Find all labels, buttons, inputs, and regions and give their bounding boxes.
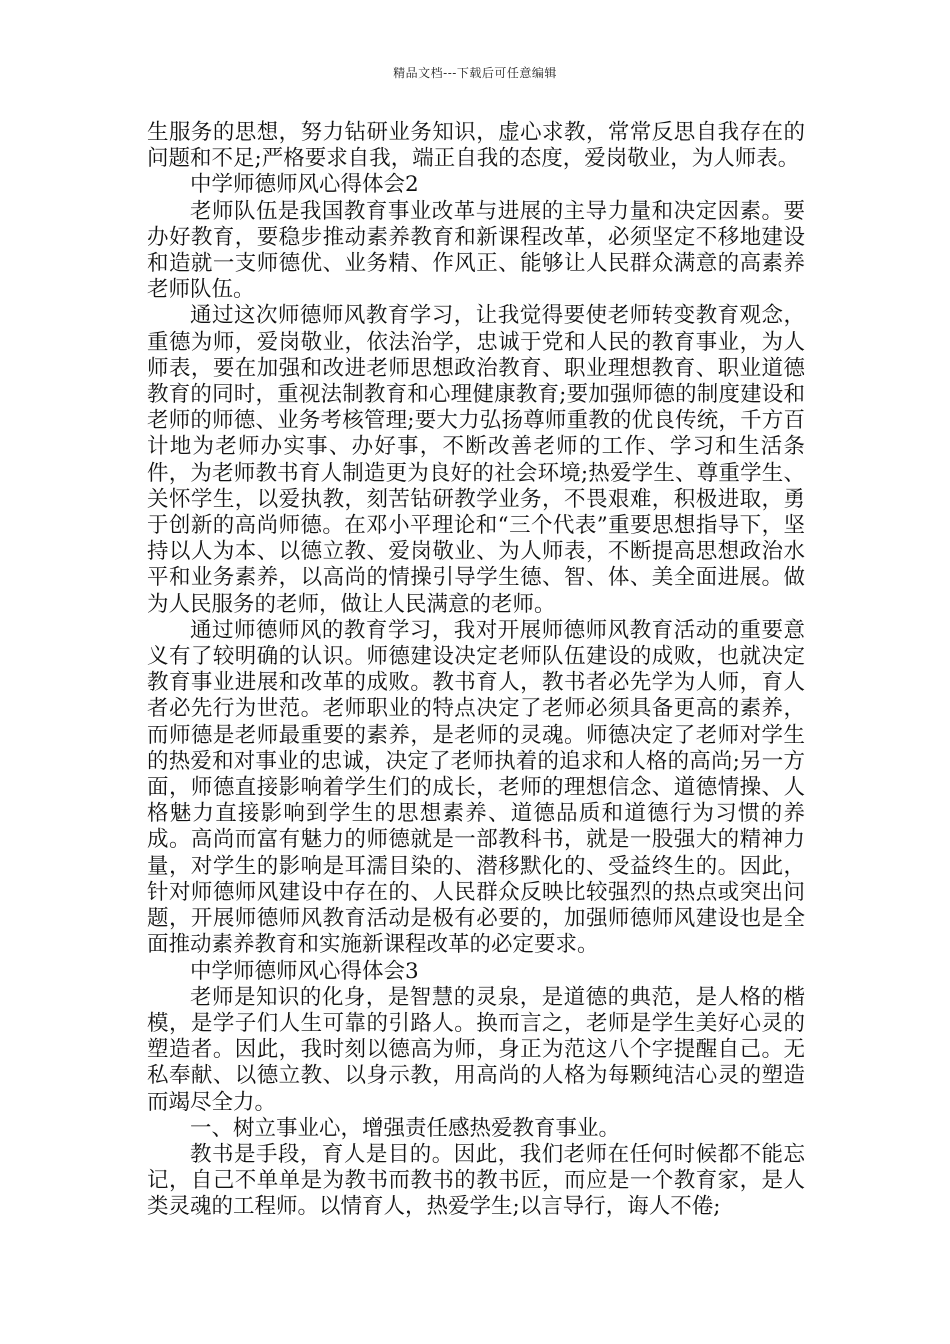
paragraph: 通过这次师德师风教育学习，让我觉得要使老师转变教育观念，重德为师，爱岗敬业，依法治学，忠诚于党和人民的教育事业，为人师表，要在加强和改进老师思想政治教育、职业理想教育、职业道德教育的同时，重视法制教育和心理健康教育;要加强师德的制度建设和老师的师德、业务考核管理;要大力弘扬尊师重教的优良传统，千方百计地为老师办实事、办好事，不断改善老师的工作、学习和生活条件，为老师教书育人制造更为良好的社会环境;热爱学生、尊重学生、关怀学生，以爱执教，刻苦钻研教学业务，不畏艰难，积极进取，勇于创新的高尚师德。在邓小平理论和“三个代表”重要思想指导下，坚持以人为本、以德立教、爱岗敬业、为人师表，不断提高思想政治水平和业务素养，以高尚的情操引导学生德、智、体、美全面进展。做为人民服务的老师，做让人民满意的老师。 — [147, 303, 805, 617]
section-heading-3: 中学师德师风心得体会3 — [190, 958, 419, 984]
paragraph: 通过师德师风的教育学习，我对开展师德师风教育活动的重要意义有了较明确的认识。师德建设决定老师队伍建设的成败，也就决定教育事业进展和改革的成败。教书育人，教书者必先学为人师，育人者必先行为世范。老师职业的特点决定了老师必须具备更高的素养，而师德是老师最重要的素养，是老师的灵魂。师德决定了老师对学生的热爱和对事业的忠诚，决定了老师执着的追求和人格的高尚;另一方面，师德直接影响着学生们的成长，老师的理想信念、道德情操、人格魅力直接影响到学生的思想素养、道德品质和道德行为习惯的养成。高尚而富有魅力的师德就是一部教科书，就是一股强大的精神力量，对学生的影响是耳濡目染的、潜移默化的、受益终生的。因此，针对师德师风建设中存在的、人民群众反映比较强烈的热点或突出问题，开展师德师风教育活动是极有必要的，加强师德师风建设也是全面推动素养教育和实施新课程改革的必定要求。 — [147, 617, 805, 958]
subsection-heading: 一、树立事业心，增强责任感热爱教育事业。 — [190, 1115, 621, 1141]
page-header: 精品文档---下载后可任意编辑 — [393, 66, 557, 80]
paragraph: 老师队伍是我国教育事业改革与进展的主导力量和决定因素。要办好教育，要稳步推动素养教育和新课程改革，必须坚定不移地建设和造就一支师德优、业务精、作风正、能够让人民群众满意的高素养老师队伍。 — [147, 198, 805, 303]
paragraph-continuation: 生服务的思想，努力钻研业务知识，虚心求教，常常反思自我存在的问题和不足;严格要求自我，端正自我的态度，爱岗敬业，为人师表。 — [147, 120, 805, 172]
section-heading-2: 中学师德师风心得体会2 — [190, 172, 419, 198]
paragraph: 老师是知识的化身，是智慧的灵泉，是道德的典范，是人格的楷模，是学子们人生可靠的引路人。换而言之，老师是学生美好心灵的塑造者。因此，我时刻以德高为师，身正为范这八个字提醒自己。无私奉献、以德立教、以身示教，用高尚的人格为每颗纯洁心灵的塑造而竭尽全力。 — [147, 984, 805, 1115]
paragraph: 教书是手段，育人是目的。因此，我们老师在任何时候都不能忘记，自己不单单是为教书而教书的教书匠，而应是一个教育家，是人类灵魂的工程师。以情育人，热爱学生;以言导行，诲人不倦; — [147, 1141, 805, 1220]
document-body — [147, 120, 805, 1221]
